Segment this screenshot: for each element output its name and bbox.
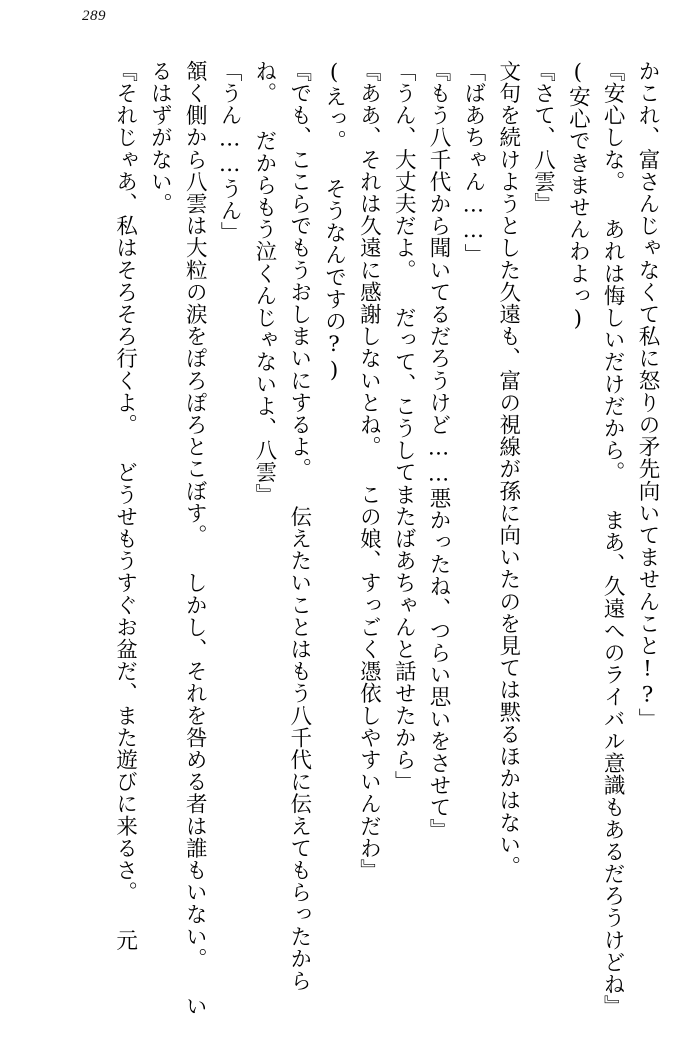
- vertical-text-body: [36, 60, 664, 1032]
- text-line: 『安心しな。 あれは悔しいだけだから。 まあ、久遠へのライバル意識もあるだろうけどね』: [600, 60, 626, 1018]
- text-line: 「うん、大丈夫だよ。 だって、こうしてまたばあちゃんと話せたから」: [391, 60, 417, 793]
- text-line: 「ばあちゃん……」: [460, 60, 486, 266]
- text-line: (安心できませんわよっ): [565, 60, 591, 333]
- text-line: 『もう八千代から聞いてるだろうけど……悪かったね、つらい思いをさせて』: [426, 60, 452, 841]
- text-line: (えっ。 そうなんですの?): [321, 60, 347, 384]
- text-line: 『ああ、それは久遠に感謝しないとね。 この娘、すっごく憑依しやすいんだわ』: [356, 60, 382, 882]
- text-line: かこれ、富さんじゃなくて私に怒りの矛先向いてませんこと!?」: [635, 60, 660, 730]
- text-line: 『さて、八雲』: [530, 60, 556, 215]
- page-number: 289: [82, 8, 106, 24]
- text-line: 文句を続けようとした久遠も、富の視線が孫に向いたのを見ては黙るほかはない。: [495, 60, 521, 878]
- text-line: 頷く側から八雲は大粒の涙をぽろぽろとこぼす。 しかし、それを咎める者は誰もいない。 いるはずがない。: [147, 60, 208, 1018]
- text-line: 『それじゃあ、私はそろそろ行くよ。 どうせもうすぐお盆だ、また遊びに来るさ。 元: [112, 60, 138, 951]
- text-line: 『でも、ここらでもうおしまいにするよ。 伝えたいことはもう八千代に伝えてもらったからね。 だからもう泣くんじゃないよ、八雲』: [251, 60, 312, 992]
- text-line: 「うん……うん」: [217, 60, 243, 244]
